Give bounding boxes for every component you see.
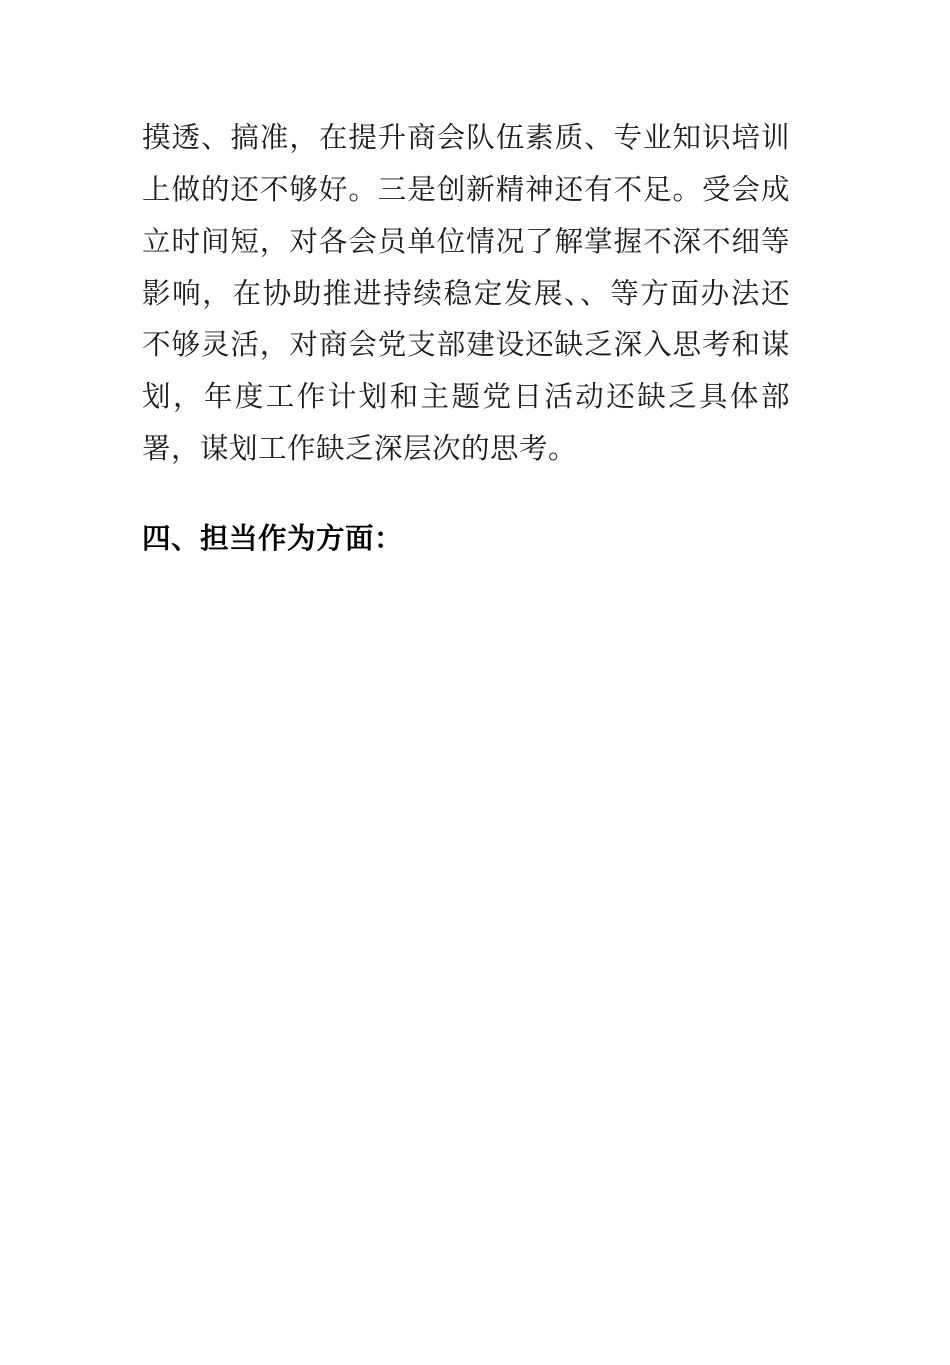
page-blank-area bbox=[142, 565, 790, 1365]
document-body bbox=[142, 112, 790, 1365]
paragraph-body-text: 摸透、搞准，在提升商会队伍素质、专业知识培训上做的还不够好。三是创新精神还有不足。受会成立时间短，对各会员单位情况了解掌握不深不细等影响，在协助推进持续稳定发展、、等方面办法还不够灵活，对商会党支部建设还缺乏深入思考和谋划，年度工作计划和主题党日活动还缺乏具体部署，谋划工作缺乏深层次的思考。 bbox=[142, 121, 790, 466]
section-heading-four: 四、担当作为方面： bbox=[142, 521, 404, 556]
